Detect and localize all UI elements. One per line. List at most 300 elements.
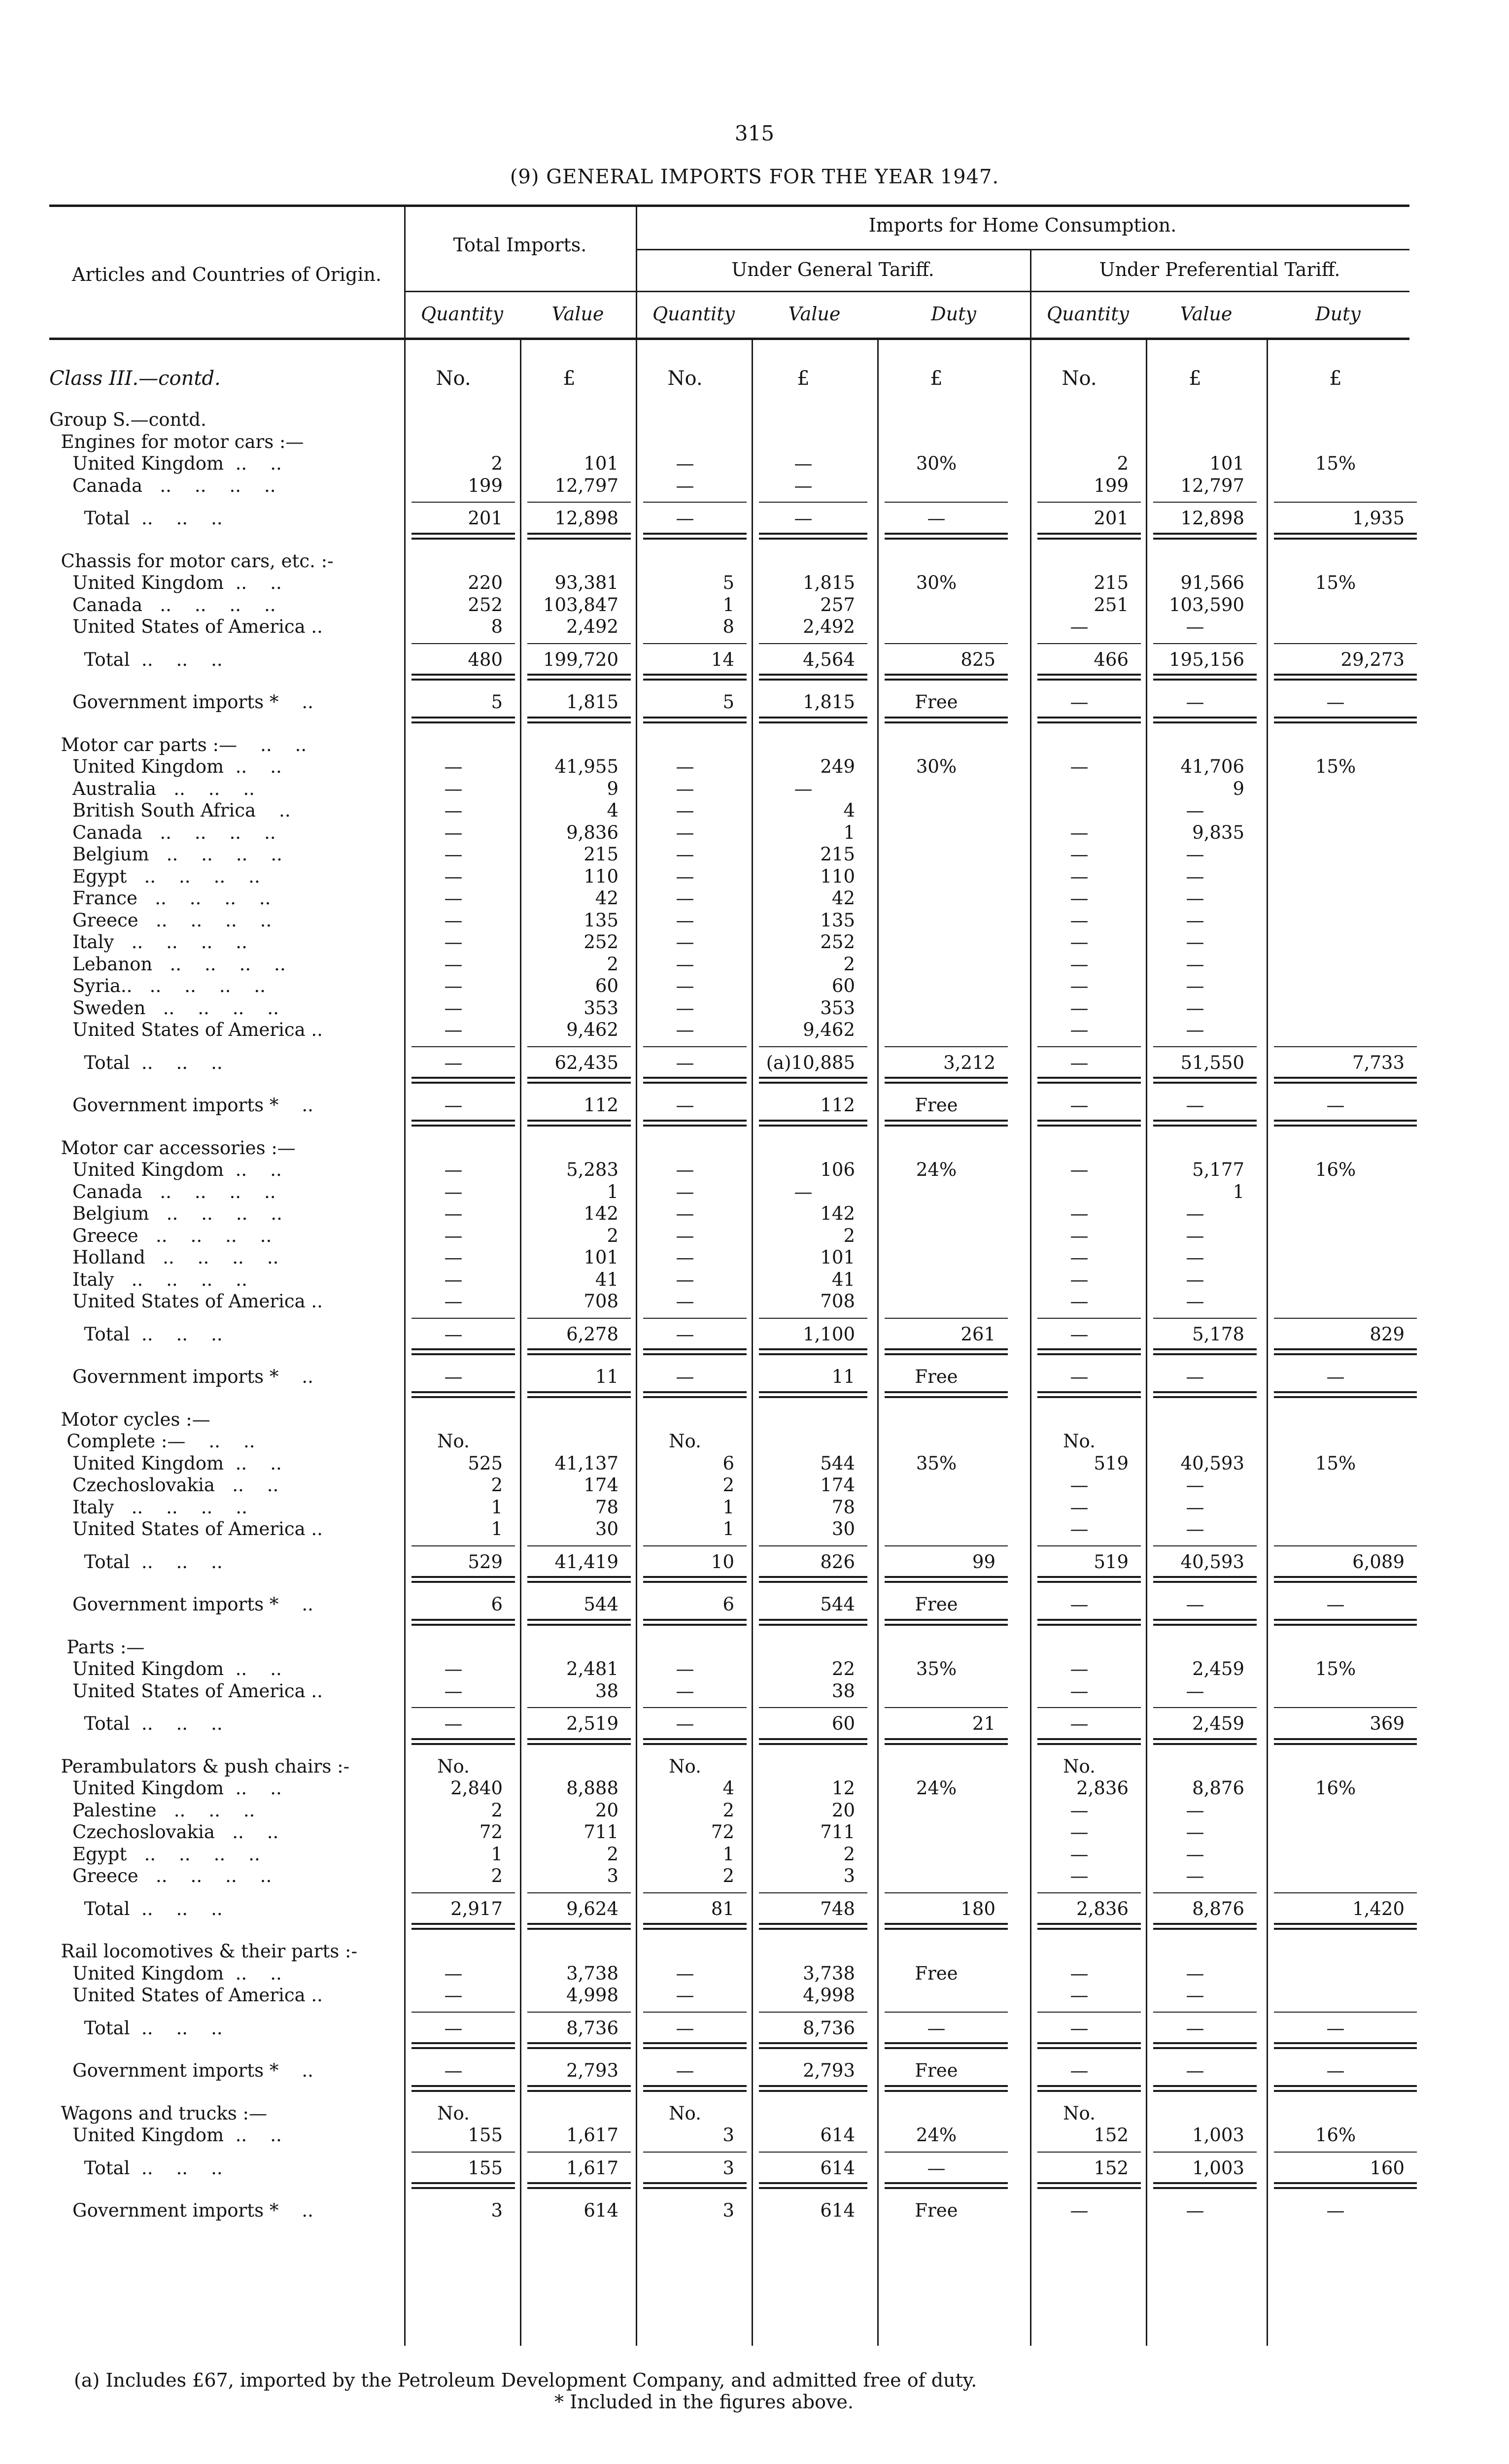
double-rule — [643, 2090, 747, 2092]
row-cell: 1 — [722, 1518, 734, 1540]
row-cell: — — [1070, 1019, 1089, 1040]
total-rule — [1153, 1046, 1257, 1047]
total-rule — [412, 1545, 515, 1546]
row-cell: — — [676, 888, 694, 909]
row-cell: — — [1070, 821, 1089, 843]
row-cell: 2,793 — [803, 2060, 855, 2081]
row-cell: 257 — [820, 594, 855, 616]
row-cell: 6 — [491, 1594, 503, 1615]
total-rule — [527, 1707, 631, 1708]
row-cell: — — [676, 1181, 694, 1202]
double-rule — [885, 1125, 1008, 1127]
double-rule — [643, 2187, 747, 2189]
row-cell: 41 — [595, 1268, 618, 1290]
total-rule — [1037, 1892, 1141, 1893]
table-row — [49, 2200, 1409, 2222]
double-rule — [1037, 2042, 1141, 2044]
table-row — [49, 1203, 1409, 1225]
total-rule — [412, 1046, 515, 1047]
double-rule — [1153, 1120, 1257, 1122]
row-label: Syria.. .. .. .. .. — [49, 975, 266, 996]
row-cell: 466 — [1094, 649, 1129, 670]
row-label: United Kingdom .. .. — [49, 1159, 282, 1180]
double-rule — [412, 721, 515, 723]
row-cell: — — [1070, 1247, 1089, 1268]
row-cell: 252 — [820, 931, 855, 953]
double-rule — [1274, 674, 1417, 676]
row-cell: 2,459 — [1192, 1713, 1244, 1734]
row-cell: 30 — [831, 1518, 855, 1540]
double-rule — [1037, 1391, 1141, 1393]
double-rule — [759, 1348, 867, 1350]
row-cell: — — [444, 888, 463, 909]
row-label: Group S.—contd. — [49, 409, 206, 430]
row-cell: 16% — [1315, 1159, 1356, 1180]
row-cell: — — [676, 1159, 694, 1180]
row-cell: — — [444, 1713, 463, 1734]
double-rule — [527, 2047, 631, 2049]
row-cell: 6 — [722, 1594, 734, 1615]
row-cell: — — [444, 1962, 463, 1984]
double-rule — [412, 1743, 515, 1745]
row-cell: — — [1070, 865, 1089, 887]
double-rule — [759, 1120, 867, 1122]
double-rule — [412, 1624, 515, 1626]
row-cell: 2 — [491, 1474, 503, 1496]
subhead-value-pref: Value — [1180, 303, 1233, 325]
row-cell: 1 — [722, 594, 734, 616]
row-label: United Kingdom .. .. — [49, 1962, 282, 1984]
table-row — [49, 1366, 1409, 1388]
row-cell: 8,888 — [566, 1778, 618, 1799]
double-rule — [643, 717, 747, 719]
double-rule — [1274, 538, 1417, 540]
row-label: United Kingdom .. .. — [49, 453, 282, 474]
row-cell: — — [1070, 1962, 1089, 1984]
table-row — [49, 1844, 1409, 1865]
double-rule — [643, 1077, 747, 1079]
table-row — [49, 2157, 1409, 2179]
row-cell: 2,836 — [1076, 1898, 1129, 1919]
row-cell: 252 — [583, 931, 618, 953]
row-cell: Free — [915, 2060, 958, 2081]
row-label: United States of America .. — [49, 1019, 323, 1040]
double-rule — [412, 2182, 515, 2184]
total-rule — [527, 1892, 631, 1893]
row-cell: 3 — [607, 1865, 618, 1886]
double-rule — [1274, 1396, 1417, 1398]
row-label: Perambulators & push chairs :- — [49, 1755, 350, 1777]
row-cell: 15% — [1315, 1658, 1356, 1679]
double-rule — [527, 674, 631, 676]
double-rule — [885, 717, 1008, 719]
double-rule — [1274, 533, 1417, 535]
row-cell: 4 — [843, 800, 855, 821]
double-rule — [759, 1923, 867, 1925]
double-rule — [885, 674, 1008, 676]
row-cell: — — [676, 475, 694, 496]
table-row — [49, 475, 1409, 497]
table-row — [49, 1658, 1409, 1680]
row-cell: — — [676, 1366, 694, 1387]
table-row — [49, 2018, 1409, 2039]
double-rule — [1037, 679, 1141, 681]
row-cell: 711 — [820, 1821, 855, 1843]
row-cell: 160 — [1370, 2157, 1405, 2179]
double-rule — [527, 1738, 631, 1740]
row-cell: 9,836 — [566, 821, 618, 843]
row-cell: 3,738 — [566, 1962, 618, 1984]
total-rule — [1153, 2012, 1257, 2013]
row-label: Total .. .. .. — [49, 1323, 223, 1345]
row-label: Greece .. .. .. .. — [49, 1225, 272, 1246]
row-label: United Kingdom .. .. — [49, 2124, 282, 2146]
header-articles: Articles and Countries of Origin. — [71, 264, 382, 285]
row-cell: — — [1186, 691, 1204, 713]
row-cell: No. — [1063, 1755, 1096, 1777]
double-rule — [1037, 1624, 1141, 1626]
row-cell: 41,706 — [1180, 756, 1244, 777]
row-cell: — — [1186, 953, 1204, 975]
row-cell: 215 — [1094, 572, 1129, 593]
row-cell: 2,793 — [566, 2060, 618, 2081]
row-cell: — — [1186, 1518, 1204, 1540]
row-cell: — — [676, 508, 694, 529]
double-rule — [1153, 1619, 1257, 1621]
row-cell: — — [444, 800, 463, 821]
total-rule — [412, 643, 515, 644]
row-cell: 16% — [1315, 2124, 1356, 2146]
row-cell: 12,797 — [554, 475, 618, 496]
total-rule — [643, 1318, 747, 1319]
row-label: Total .. .. .. — [49, 508, 223, 529]
double-rule — [527, 1353, 631, 1355]
row-cell: No. — [1063, 2102, 1096, 2124]
double-rule — [643, 2042, 747, 2044]
double-rule — [527, 2042, 631, 2044]
row-cell: — — [927, 2157, 946, 2179]
row-cell: 8,736 — [566, 2017, 618, 2039]
subhead-duty-pref: Duty — [1315, 303, 1361, 325]
row-cell: — — [1326, 1366, 1345, 1387]
double-rule — [885, 721, 1008, 723]
double-rule — [527, 717, 631, 719]
row-label: Egypt .. .. .. .. — [49, 1843, 260, 1865]
row-cell: 4,998 — [803, 1985, 855, 2006]
table-row — [49, 866, 1409, 888]
row-label: France .. .. .. .. — [49, 888, 271, 909]
double-rule — [412, 1391, 515, 1393]
table-row — [49, 778, 1409, 800]
row-label: United Kingdom .. .. — [49, 1452, 282, 1474]
row-cell: — — [1186, 997, 1204, 1019]
row-cell: 9,462 — [803, 1019, 855, 1040]
total-rule — [643, 1046, 747, 1047]
row-cell: 711 — [583, 1821, 618, 1843]
row-cell: 369 — [1370, 1713, 1405, 1734]
header-preferential-tariff: Under Preferential Tariff. — [1099, 259, 1340, 280]
row-cell: — — [444, 1323, 463, 1345]
row-cell: 529 — [468, 1551, 503, 1573]
row-label: Motor car accessories :— — [49, 1137, 296, 1159]
double-rule — [412, 2090, 515, 2092]
row-label: Total .. .. .. — [49, 1898, 223, 1919]
total-rule — [759, 1046, 867, 1047]
double-rule — [412, 674, 515, 676]
double-rule — [1153, 1923, 1257, 1925]
double-rule — [885, 2090, 1008, 2092]
row-label: United States of America .. — [49, 1291, 323, 1312]
header-general-tariff: Under General Tariff. — [731, 259, 934, 280]
row-cell: — — [1070, 1680, 1089, 1702]
total-rule — [1153, 502, 1257, 503]
row-cell: 525 — [468, 1452, 503, 1474]
row-cell: 2 — [843, 953, 855, 975]
unit-label: No. — [1062, 367, 1097, 390]
table-row — [49, 1778, 1409, 1799]
row-cell: 251 — [1094, 594, 1129, 616]
double-rule — [1153, 721, 1257, 723]
double-rule — [1274, 1619, 1417, 1621]
row-label: Motor car parts :— .. .. — [49, 734, 307, 755]
row-cell: — — [444, 1291, 463, 1312]
row-cell: 2 — [491, 1865, 503, 1886]
row-cell: — — [1070, 953, 1089, 975]
total-rule — [759, 1707, 867, 1708]
double-rule — [1153, 2182, 1257, 2184]
row-cell: 41,137 — [554, 1452, 618, 1474]
row-cell: — — [1070, 1268, 1089, 1290]
table-row — [49, 888, 1409, 909]
double-rule — [1153, 538, 1257, 540]
table-row — [49, 2124, 1409, 2146]
double-rule — [643, 1353, 747, 1355]
row-cell: — — [1186, 1496, 1204, 1518]
total-rule — [885, 502, 1008, 503]
row-cell: 2,836 — [1076, 1778, 1129, 1799]
table-row — [49, 1052, 1409, 1074]
double-rule — [1153, 1581, 1257, 1583]
double-rule — [1153, 1082, 1257, 1084]
total-rule — [885, 1892, 1008, 1893]
double-rule — [412, 2187, 515, 2189]
row-cell: 9,835 — [1192, 821, 1244, 843]
double-rule — [1037, 538, 1141, 540]
row-label: Government imports * .. — [49, 2060, 313, 2081]
row-cell: — — [444, 1181, 463, 1202]
row-cell: 748 — [820, 1898, 855, 1919]
double-rule — [412, 679, 515, 681]
row-cell: — — [444, 1052, 463, 1073]
row-cell: 51,550 — [1180, 1052, 1244, 1073]
double-rule — [1153, 2042, 1257, 2044]
total-rule — [1274, 2012, 1417, 2013]
total-rule — [643, 1892, 747, 1893]
double-rule — [759, 717, 867, 719]
double-rule — [759, 1125, 867, 1127]
row-cell: 101 — [820, 1247, 855, 1268]
row-cell: 2,519 — [566, 1713, 618, 1734]
double-rule — [1037, 1082, 1141, 1084]
double-rule — [412, 717, 515, 719]
double-rule — [412, 533, 515, 535]
row-cell: 135 — [583, 909, 618, 931]
row-cell: — — [1186, 2017, 1204, 2039]
table-row — [49, 431, 1409, 453]
double-rule — [759, 2042, 867, 2044]
row-cell: — — [676, 1658, 694, 1679]
double-rule — [643, 1624, 747, 1626]
table-row — [49, 954, 1409, 975]
row-cell: 22 — [831, 1658, 855, 1679]
subhead-value-total: Value — [551, 303, 604, 325]
row-cell: — — [676, 909, 694, 931]
table-row — [49, 1898, 1409, 1920]
double-rule — [885, 1743, 1008, 1745]
double-rule — [885, 538, 1008, 540]
table-row — [49, 1269, 1409, 1291]
row-label: Complete :— .. .. — [49, 1431, 255, 1452]
double-rule — [527, 1396, 631, 1398]
row-cell: 152 — [1094, 2124, 1129, 2146]
row-label: Canada .. .. .. .. — [49, 475, 276, 496]
table-row — [49, 1159, 1409, 1181]
row-cell: — — [676, 778, 694, 799]
row-cell: 155 — [468, 2124, 503, 2146]
total-rule — [1037, 2012, 1141, 2013]
row-cell: — — [1186, 1095, 1204, 1116]
row-cell: — — [1070, 1159, 1089, 1180]
double-rule — [527, 1077, 631, 1079]
row-cell: 42 — [831, 888, 855, 909]
table-row — [49, 975, 1409, 997]
row-cell: 249 — [820, 756, 855, 777]
double-rule — [643, 1923, 747, 1925]
row-cell: No. — [1063, 1431, 1096, 1452]
double-rule — [1274, 1738, 1417, 1740]
row-cell: No. — [669, 1755, 701, 1777]
double-rule — [527, 1391, 631, 1393]
subhead-duty-general: Duty — [931, 303, 976, 325]
double-rule — [643, 1396, 747, 1398]
row-cell: — — [676, 1323, 694, 1345]
double-rule — [1153, 1348, 1257, 1350]
row-cell: — — [1186, 800, 1204, 821]
row-cell: — — [1186, 844, 1204, 865]
row-label: Government imports * .. — [49, 1095, 313, 1116]
row-label: United States of America .. — [49, 1680, 323, 1702]
row-cell: 708 — [583, 1291, 618, 1312]
row-cell: 9 — [607, 778, 618, 799]
double-rule — [1274, 1624, 1417, 1626]
double-rule — [1037, 1738, 1141, 1740]
table-row — [49, 1137, 1409, 1159]
double-rule — [759, 2187, 867, 2189]
row-cell: — — [676, 1247, 694, 1268]
double-rule — [412, 2042, 515, 2044]
double-rule — [885, 679, 1008, 681]
table-row — [49, 453, 1409, 475]
total-rule — [1274, 1318, 1417, 1319]
row-label: Total .. .. .. — [49, 2157, 223, 2179]
table-row — [49, 734, 1409, 756]
double-rule — [643, 679, 747, 681]
row-cell: — — [1070, 1203, 1089, 1224]
row-cell: — — [1186, 1291, 1204, 1312]
row-cell: 1,420 — [1352, 1898, 1405, 1919]
double-rule — [643, 1581, 747, 1583]
row-label: Government imports * .. — [49, 2200, 313, 2221]
double-rule — [643, 2085, 747, 2087]
double-rule — [885, 1348, 1008, 1350]
row-label: Palestine .. .. .. — [49, 1799, 255, 1821]
row-cell: — — [1186, 1203, 1204, 1224]
table-row — [49, 1247, 1409, 1268]
table-row — [49, 1680, 1409, 1702]
double-rule — [1274, 1581, 1417, 1583]
total-rule — [643, 1545, 747, 1546]
row-cell: 21 — [972, 1713, 995, 1734]
row-cell: 5,177 — [1192, 1159, 1244, 1180]
row-cell: 3 — [843, 1865, 855, 1886]
double-rule — [1274, 1120, 1417, 1122]
row-cell: 3 — [491, 2200, 503, 2221]
total-rule — [527, 1046, 631, 1047]
double-rule — [412, 1082, 515, 1084]
row-cell: 1 — [491, 1518, 503, 1540]
row-cell: — — [444, 953, 463, 975]
row-cell: 2 — [843, 1225, 855, 1246]
row-cell: — — [927, 2017, 946, 2039]
row-cell: — — [444, 1095, 463, 1116]
total-rule — [527, 2012, 631, 2013]
row-cell: — — [676, 2060, 694, 2081]
subhead-quantity-pref: Quantity — [1047, 303, 1129, 325]
double-rule — [412, 1928, 515, 1930]
row-cell: — — [1186, 888, 1204, 909]
total-rule — [1274, 1046, 1417, 1047]
row-cell: — — [444, 2017, 463, 2039]
row-cell: 30% — [916, 572, 957, 593]
row-cell: — — [676, 975, 694, 996]
double-rule — [885, 1923, 1008, 1925]
row-cell: 1 — [722, 1843, 734, 1865]
row-cell: 60 — [595, 975, 618, 996]
row-cell: 60 — [831, 975, 855, 996]
row-label: Motor cycles :— — [49, 1408, 210, 1430]
table-row — [49, 1985, 1409, 2006]
total-rule — [759, 1892, 867, 1893]
unit-label: £ — [797, 367, 810, 390]
table-row — [49, 1756, 1409, 1778]
row-label: Greece .. .. .. .. — [49, 1865, 272, 1886]
double-rule — [527, 1624, 631, 1626]
row-cell: 14 — [711, 649, 734, 670]
row-cell: — — [1070, 1323, 1089, 1345]
double-rule — [885, 2187, 1008, 2189]
row-cell: 24% — [916, 2124, 957, 2146]
double-rule — [1153, 717, 1257, 719]
row-cell: 8 — [722, 616, 734, 637]
row-cell: — — [676, 800, 694, 821]
row-cell: — — [676, 821, 694, 843]
row-cell: 708 — [820, 1291, 855, 1312]
total-rule — [643, 502, 747, 503]
table-row — [49, 2060, 1409, 2082]
row-cell: 1,815 — [803, 572, 855, 593]
unit-label: £ — [1189, 367, 1201, 390]
row-cell: — — [676, 1713, 694, 1734]
